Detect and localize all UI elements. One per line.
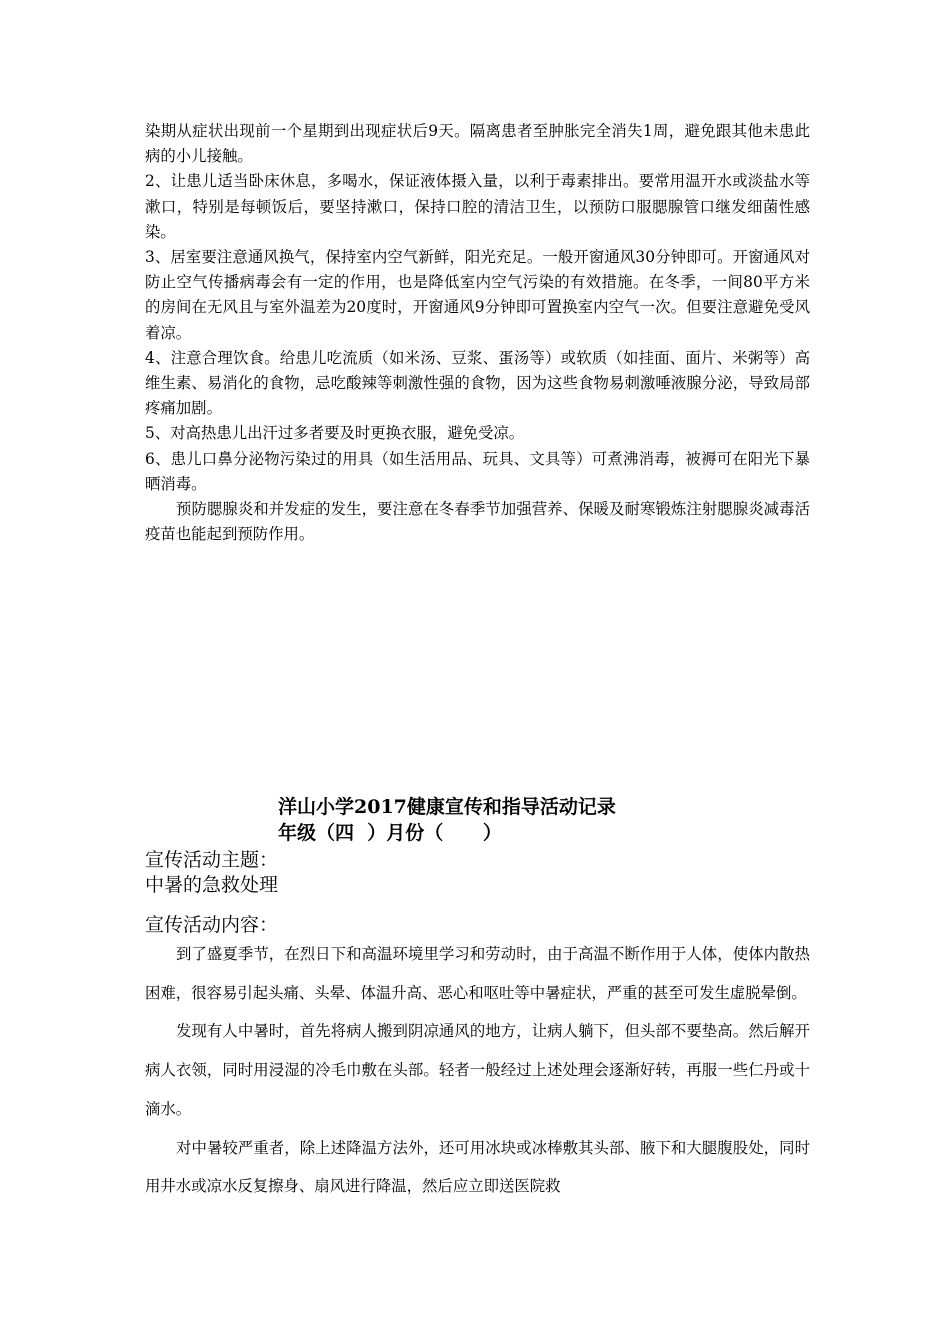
previous-page-text bbox=[145, 119, 810, 547]
paragraph: 到了盛夏季节，在烈日下和高温环境里学习和劳动时，由于高温不断作用于人体，使体内散热困难，很容易引起头痛、头晕、体温升高、恶心和呕吐等中暑症状，严重的甚至可发生虚脱晕倒。 bbox=[145, 945, 810, 1002]
paragraph: 6、患儿口鼻分泌物污染过的用具（如生活用品、玩具、文具等）可煮沸消毒，被褥可在阳光下暴晒消毒。 bbox=[145, 449, 810, 493]
paragraph: 对中暑较严重者，除上述降温方法外，还可用冰块或冰棒敷其头部、腋下和大腿腹股处，同时用井水或凉水反复擦身、扇风进行降温，然后应立即送医院救 bbox=[145, 1138, 810, 1196]
paragraph: 预防腮腺炎和并发症的发生，要注意在冬春季节加强营养、保暖及耐寒锻炼注射腮腺炎减毒活疫苗也能起到预防作用。 bbox=[145, 500, 810, 544]
paragraph: 4、注意合理饮食。给患儿吃流质（如米汤、豆浆、蛋汤等）或软质（如挂面、面片、米粥等）高维生素、易消化的食物，忌吃酸辣等刺激性强的食物，因为这些食物易刺激唾液腺分泌，导致局部疼痛加剧。 bbox=[145, 348, 810, 418]
content-label: 宣传活动内容： bbox=[145, 914, 279, 936]
theme-label: 宣传活动主题： bbox=[145, 849, 279, 871]
theme-value: 中暑的急救处理 bbox=[145, 874, 279, 896]
paragraph: 2、让患儿适当卧床休息，多喝水，保证液体摄入量，以利于毒素排出。要常用温开水或淡盐水等漱口，特别是每顿饭后，要坚持漱口，保持口腔的清洁卫生，以预防口服腮腺管口继发细菌性感染。 bbox=[145, 172, 810, 241]
record-content bbox=[145, 935, 810, 1206]
record-title: 洋山小学2017健康宣传和指导活动记录 bbox=[278, 796, 616, 818]
paragraph: 发现有人中暑时，首先将病人搬到阴凉通风的地方，让病人躺下，但头部不要垫高。然后解开病人衣领，同时用浸湿的冷毛巾敷在头部。轻者一般经过上述处理会逐渐好转，再服一些仁丹或十滴水。 bbox=[145, 1022, 810, 1118]
record-subtitle: 年级（四 ）月份（ ） bbox=[278, 822, 502, 844]
paragraph: 3、居室要注意通风换气，保持室内空气新鲜，阳光充足。一般开窗通风30分钟即可。开窗通风对防止空气传播病毒会有一定的作用，也是降低室内空气污染的有效措施。在冬季，一间80平方米的房间在无风且与室外温差为20度时，开窗通风9分钟即可置换室内空气一次。但要注意避免受风着凉。 bbox=[145, 248, 810, 342]
paragraph: 5、对高热患儿出汗过多者要及时更换衣服，避免受凉。 bbox=[145, 424, 525, 443]
paragraph: 染期从症状出现前一个星期到出现症状后9天。隔离患者至肿胀完全消失1周，避免跟其他未患此病的小儿接触。 bbox=[145, 122, 810, 166]
